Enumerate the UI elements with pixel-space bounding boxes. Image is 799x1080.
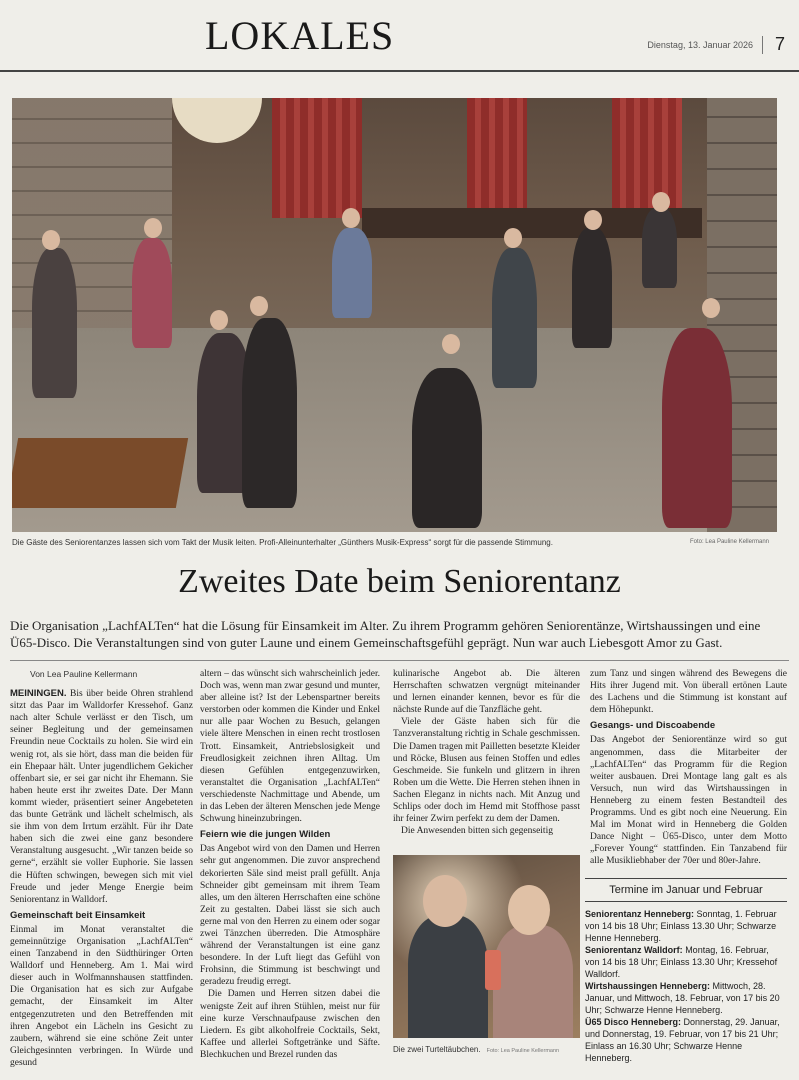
- couple-photo: [393, 855, 580, 1038]
- paragraph: zum Tanz und singen während des Bewegens die Hits ihrer Jugend mit. Von überall ertönen Laute des Lachens und die Stimmung ist konstant auf dem Höhepunkt.: [590, 669, 787, 716]
- photo-caption: Die Gäste des Seniorentanzes lassen sich vom Takt der Musik leiten. Profi-Alleinunterhalter „Günthers Musik-Express“ sorgt für die passende Stimmung.: [12, 538, 553, 547]
- termine-title: Termine im Januar und Februar: [585, 879, 787, 902]
- lead-rule: [10, 660, 789, 661]
- article-column-2: [200, 668, 380, 1061]
- couple-photo-credit: Foto: Lea Pauline Kellermann: [486, 1048, 560, 1054]
- paragraph: Die Damen und Herren sitzen dabei die wenigste Zeit auf ihren Stühlen, meist nur für eine kurze Verschnaufpause zwischen den Liedern. Es gibt alkoholfreie Cocktails, Sekt, Kaffee und allerlei Softgetränke und Säfte. Blechkuchen und Brezel runden das: [200, 989, 380, 1060]
- article-column-1: [10, 668, 193, 1069]
- termine-entry: Wirtshaussingen Henneberg: Mittwoch, 28. Januar, und Mittwoch, 18. Februar, von 17 bis 20 Uhr; Schwarze Henne Henneberg.: [585, 981, 780, 1015]
- header-rule: [0, 70, 799, 72]
- paragraph: Das Angebot der Seniorentänze wird so gut angenommen, dass die Mitarbeiter der „LachfALTen“ das Programm für die Region weiter ausbauen. Drei Montage lang galt es als Versuch, nun wird das Wirtshaussingen in Henneberg zu einem festen Bestandteil des Programms. Und es gibt noch eine Neuerung. Ein Mal im Monat wird in Henneberg die Golden Dance Night – Ü65-Disco, unter dem Motto „Forever Young“ stattfinden. Ein Tanzabend für alle Musikliebhaber der 70er und 80er-Jahre.: [590, 735, 787, 867]
- dateline: MEININGEN.: [10, 688, 67, 700]
- article-headline: Zweites Date beim Seniorentanz: [178, 563, 621, 600]
- paragraph: Das Angebot wird von den Damen und Herren sehr gut angenommen. Die zuvor ansprechend dekorierten Säle sind meist prall gefüllt. Anja Schneider gibt gemeinsam mit ihrem Team alles, um den älteren Herrschaften eine schöne Zeit zu gestalten. Dabei lässt sie sich auch gerne mal von den Herren zu einem oder sogar zwei Tänzchen überreden. Die Atmosphäre während der Veranstaltungen ist eine ganz besondere. In der Luft liegt das Gefühl von Frohsinn, die Stimmung ist beschwingt und geradezu freudig erregt.: [200, 844, 380, 988]
- termine-list: [585, 902, 787, 1064]
- article-lead: Die Organisation „LachfALTen“ hat die Lösung für Einsamkeit im Alter. Zu ihrem Programm gehören Seniorentänze, Wirtshaussingen und eine Ü65-Disco. Die Veranstaltungen sind von guter Laune und einem Gemeinschaftsgefühl geprägt. Nun war auch Liebesgott Amor zu Gast.: [10, 618, 761, 650]
- termine-entry: Seniorentanz Walldorf: Montag, 16. Februar, von 14 bis 18 Uhr; Einlass 13.30 Uhr; Kressehof Walldorf.: [585, 945, 778, 979]
- page-separator: [762, 36, 763, 54]
- termine-entry: Seniorentanz Henneberg: Sonntag, 1. Februar von 14 bis 18 Uhr; Einlass 13.30 Uhr; Schwarze Henne Henneberg.: [585, 909, 777, 943]
- paragraph: Einmal im Monat veranstaltet die gemeinnützige Organisation „LachfALTen“ einen Tanzabend in den Südthüringer Orten Walldorf und Henneberg. Am 1. Mai wird dieser auch in Wolfmannshausen stattfinden. Die Organisation hat es sich zur Aufgabe gemacht, der Einsamkeit im Alter entgegenzutreten und den Betreffenden mit ihren Angebot ein Lächeln ins Gesicht zu zaubern, während sie eine schöne Zeit unter Gleichgesinnten verbringen. In Würde und gesund: [10, 924, 193, 1068]
- issue-date: Dienstag, 13. Januar 2026: [647, 40, 753, 50]
- main-photo: [12, 98, 777, 532]
- article-column-3: [393, 668, 580, 837]
- paragraph: Viele der Gäste haben sich für die Tanzveranstaltung richtig in Schale geschmissen. Die Damen tragen mit Pailletten besetzte Kleider und Röcke, Blusen aus feinen Stoffen und edles Geschmeide. Sie funkeln und glitzern in ihren Roben um die Wette. Die Herren stehen ihnen in Sachen Eleganz in nichts nach. Mit Anzug und Schlips oder doch im Hemd mit Stoffhose passt ihr feiner Zwirn perfekt zu dem der Damen.: [393, 717, 580, 825]
- paragraph: altern – das wünscht sich wahrscheinlich jeder. Doch was, wenn man zwar gesund und munter, aber alleine ist? Ist der Lebenspartner bereits verstorben oder kommen die Kinder und Enkel nur alle paar Wochen zu Besuch, gelangen viele ältere Menschen in einen recht trostlosen Trott. Einsamkeit, Antriebslosigkeit und Freudlosigkeit zeichnen ihren Alltag. Um diesen Gefühlen entgegenzuwirken, veranstaltet die Organisation „LachfALTen“ verschiedenste Nachmittage und Abende, um in das Leben der älteren Menschen jede Menge Schwung hineinzubringen.: [200, 669, 380, 825]
- paragraph: MEININGEN. Bis über beide Ohren strahlend sitzt das Paar im Walldorfer Kressehof. Ganz nach alter Schule verlässt er den Tisch, um seiner Begleitung und der gemeinsamen Freundin neue Cocktails zu holen. Sie wird ein wenig rot, als sie hört, dass man die beiden für ein Ehepaar hält. Unter jugendlichem Gekicher offenbart sie, er sei gar nicht ihr Ehemann. Sie haben heute erst ihr zweites Date. Der Mann kommt wieder, präsentiert seiner Angebeteten das bunte Getränk und lächelt schelmisch, als sie ihm von dem Irrtum erzählt. Für ihr Date haben sich die zwei eine ganz besondere Veranstaltung ausgesucht. „Wir tanzen beide so gerne“, erzählt sie voller Euphorie. Sie lassen die Hüften schwingen, bewegen sich mit viel Freude und jeder Menge Energie beim Seniorentanz in Walldorf.: [10, 688, 193, 905]
- subheading: Gesangs- und Discoabende: [590, 720, 716, 732]
- paragraph: Die Anwesenden bitten sich gegenseitig: [401, 826, 553, 837]
- subheading: Feiern wie die jungen Wilden: [200, 829, 331, 841]
- termine-entry: Ü65 Disco Henneberg: Donnerstag, 29. Januar, und Donnerstag, 19. Februar, von 17 bis 21 Uhr; Einlass an 16.30 Uhr; Schwarze Henne Henneberg.: [585, 1017, 780, 1063]
- article-byline: Von Lea Pauline Kellermann: [30, 669, 138, 679]
- article-column-4: [590, 668, 787, 868]
- section-title: LOKALES: [205, 13, 395, 58]
- subheading: Gemeinschaft beit Einsamkeit: [10, 909, 146, 921]
- masthead: [0, 0, 799, 72]
- page-number: 7: [774, 34, 785, 54]
- photo-credit: Foto: Lea Pauline Kellermann: [689, 539, 769, 545]
- termine-box: [585, 878, 787, 1063]
- paragraph: kulinarische Angebot ab. Die älteren Herrschaften schwatzen vergnügt miteinander und lernen einander kennen, bevor es für die nächste Runde auf die Tanzfläche geht.: [393, 669, 580, 716]
- couple-photo-caption: Die zwei Turteltäubchen. Foto: Lea Pauline Kellermann: [393, 1045, 560, 1054]
